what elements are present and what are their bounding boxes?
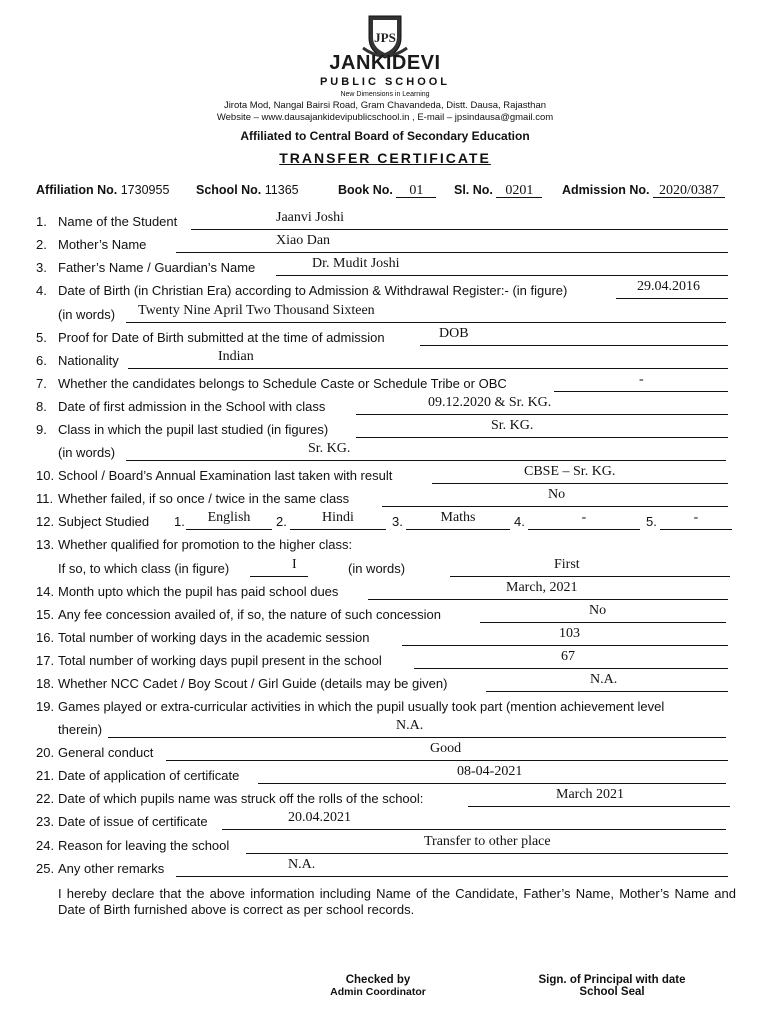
row-value: Transfer to other place <box>424 834 551 849</box>
form-row <box>36 857 736 879</box>
row-value: 67 <box>561 649 575 664</box>
row-number: 5. <box>36 330 47 345</box>
row-number: 21. <box>36 768 55 783</box>
subject-number: 3. <box>392 514 403 529</box>
form-row <box>36 810 736 832</box>
subject-value: - <box>581 510 587 525</box>
row-label: Nationality <box>58 353 119 368</box>
row-number: 22. <box>36 791 55 806</box>
row-label: Date of first admission in the School with class <box>58 399 326 414</box>
row-value: March, 2021 <box>506 580 578 595</box>
row-value: 103 <box>559 626 580 641</box>
row-label: Proof for Date of Birth submitted at the time of admission <box>58 330 385 345</box>
row-value: Sr. KG. <box>308 441 351 456</box>
form-row <box>36 699 736 717</box>
row-label: Date of which pupils name was struck off the rolls of the school: <box>58 791 424 806</box>
form-row <box>36 649 736 671</box>
row-number: 13. <box>36 537 55 552</box>
form-row <box>36 580 736 602</box>
form-row <box>36 256 736 278</box>
row-value: No <box>548 487 566 502</box>
row-number: 2. <box>36 237 47 252</box>
row-value: March 2021 <box>556 787 625 802</box>
school-name: JANKIDEVI <box>329 52 441 74</box>
checked-by-signature: Checked by Admin Coordinator <box>330 974 426 998</box>
row-label: Class in which the pupil last studied (in figures) <box>58 422 329 437</box>
fill-line <box>126 445 726 461</box>
form-row <box>36 718 736 740</box>
row-number: 11. <box>36 491 54 506</box>
row-number: 24. <box>36 838 55 853</box>
school-address: Jirota Mod, Nangal Bairsi Road, Gram Chavandeda, Distt. Dausa, Rajasthan <box>223 100 547 111</box>
row-value: No <box>589 603 607 618</box>
row-value: 08-04-2021 <box>457 764 523 779</box>
form-row <box>36 210 736 232</box>
row-label: Total number of working days pupil present in the school <box>58 653 382 668</box>
row-value: N.A. <box>590 672 618 687</box>
row-value: Jaanvi Joshi <box>276 210 345 225</box>
row-number: 23. <box>36 814 55 829</box>
row-number: 25. <box>36 861 55 876</box>
row-value: Twenty Nine April Two Thousand Sixteen <box>138 303 375 318</box>
row-label: If so, to which class (in figure) <box>58 561 230 576</box>
row-label: (in words) <box>58 307 116 322</box>
row-label: Games played or extra-curricular activities in which the pupil usually took part (mention achievement level <box>58 699 665 714</box>
row-label: Total number of working days in the academic session <box>58 630 370 645</box>
form-row <box>36 233 736 255</box>
form-row <box>36 834 736 856</box>
row-label: School / Board’s Annual Examination last taken with result <box>58 468 393 483</box>
row-number: 1. <box>36 214 47 229</box>
row-label: therein) <box>58 722 103 737</box>
form-row <box>36 603 736 625</box>
form-row <box>36 764 736 786</box>
form-row <box>36 672 736 694</box>
form-row <box>36 464 736 486</box>
row-label: General conduct <box>58 745 154 760</box>
row-label: Any fee concession availed of, if so, the nature of such concession <box>58 607 442 622</box>
subject-value: Hindi <box>322 510 354 525</box>
book-no: Book No. 01 <box>338 183 436 198</box>
form-row <box>36 487 736 509</box>
subject-value: English <box>207 510 251 525</box>
row-value: 29.04.2016 <box>637 279 700 294</box>
row-value: Indian <box>218 349 254 364</box>
form-row <box>36 537 736 555</box>
fill-line <box>450 561 730 577</box>
promotion-words-label: (in words) <box>348 561 406 576</box>
row-label: Reason for leaving the school <box>58 838 230 853</box>
sl-no: Sl. No. 0201 <box>454 183 542 198</box>
row-value: Good <box>430 741 462 756</box>
row-label: Date of Birth (in Christian Era) according to Admission & Withdrawal Register:- (in figure) <box>58 283 568 298</box>
affiliation-line: Affiliated to Central Board of Secondary Education <box>240 129 530 143</box>
row-number: 4. <box>36 283 47 298</box>
row-value: N.A. <box>396 718 424 733</box>
form-row <box>36 372 736 394</box>
row-value: I <box>292 557 297 572</box>
row-label: Whether qualified for promotion to the higher class: <box>58 537 353 552</box>
row-label: (in words) <box>58 445 116 460</box>
row-value: - <box>639 372 644 387</box>
subject-number: 5. <box>646 514 657 529</box>
school-subtitle: PUBLIC SCHOOL <box>319 76 451 88</box>
logo-letters: JPS <box>374 30 396 45</box>
row-label: Father’s Name / Guardian’s Name <box>58 260 256 275</box>
row-number: 17. <box>36 653 55 668</box>
row-value: DOB <box>439 326 469 341</box>
form-row <box>36 626 736 648</box>
subject-value: Maths <box>440 510 476 525</box>
row-number: 6. <box>36 353 47 368</box>
row-label: Name of the Student <box>58 214 178 229</box>
row-number: 16. <box>36 630 55 645</box>
form-row <box>36 418 736 440</box>
fill-line <box>356 422 728 438</box>
row-value: 20.04.2021 <box>288 810 351 825</box>
subject-value: - <box>693 510 699 525</box>
form-row <box>36 303 736 325</box>
form-row <box>36 279 736 301</box>
fill-line <box>191 214 728 230</box>
fill-line <box>250 561 308 577</box>
school-tagline: New Dimensions in Learning <box>340 91 430 98</box>
form-row <box>36 349 736 371</box>
row-number: 3. <box>36 260 47 275</box>
fill-line <box>176 861 728 877</box>
school-website: Website – www.dausajankidevipublicschool.in , E-mail – jpsindausa@gmail.com <box>216 112 554 123</box>
row-label: Mother’s Name <box>58 237 147 252</box>
form-row <box>36 787 736 809</box>
row-number: 8. <box>36 399 47 414</box>
row-number: 20. <box>36 745 55 760</box>
row-value: CBSE – Sr. KG. <box>524 464 616 479</box>
row-label: Any other remarks <box>58 861 165 876</box>
row-number: 7. <box>36 376 47 391</box>
row-value: N.A. <box>288 857 316 872</box>
row-value: 09.12.2020 & Sr. KG. <box>428 395 552 410</box>
affiliation-no: Affiliation No. 1730955 <box>36 183 170 197</box>
fill-line <box>176 237 728 253</box>
row-label: Date of application of certificate <box>58 768 240 783</box>
row-number: 14. <box>36 584 55 599</box>
subject-number: 4. <box>514 514 525 529</box>
promotion-words-value: First <box>554 557 580 572</box>
form-row <box>36 741 736 763</box>
subject-number: 1. <box>174 514 185 529</box>
certificate-title: TRANSFER CERTIFICATE <box>279 150 491 166</box>
row-value: Sr. KG. <box>491 418 534 433</box>
row-label: Whether the candidates belongs to Schedule Caste or Schedule Tribe or OBC <box>58 376 507 391</box>
row-label: Subject Studied <box>58 514 150 529</box>
row-value: Dr. Mudit Joshi <box>312 256 400 271</box>
declaration: I hereby declare that the above information including Name of the Candidate, Father’s Name, Mother’s Name and Date of Birth furnished above is correct as per school records. <box>58 886 736 917</box>
school-no: School No. 11365 <box>196 183 299 197</box>
row-label: Month upto which the pupil has paid school dues <box>58 584 339 599</box>
form-row <box>36 326 736 348</box>
row-number: 9. <box>36 422 47 437</box>
row-label: Whether NCC Cadet / Boy Scout / Girl Guide (details may be given) <box>58 676 448 691</box>
row-number: 19. <box>36 699 55 714</box>
row-number: 12. <box>36 514 55 529</box>
row-number: 10. <box>36 468 55 483</box>
row-value: Xiao Dan <box>276 233 331 248</box>
form-row <box>36 395 736 417</box>
row-number: 15. <box>36 607 55 622</box>
principal-signature: Sign. of Principal with date School Seal <box>538 974 686 998</box>
row-label: Whether failed, if so once / twice in the same class <box>58 491 350 506</box>
form-row <box>36 441 736 463</box>
row-number: 18. <box>36 676 55 691</box>
row-label: Date of issue of certificate <box>58 814 208 829</box>
admission-no: Admission No. 2020/0387 <box>562 183 725 198</box>
subject-number: 2. <box>276 514 287 529</box>
